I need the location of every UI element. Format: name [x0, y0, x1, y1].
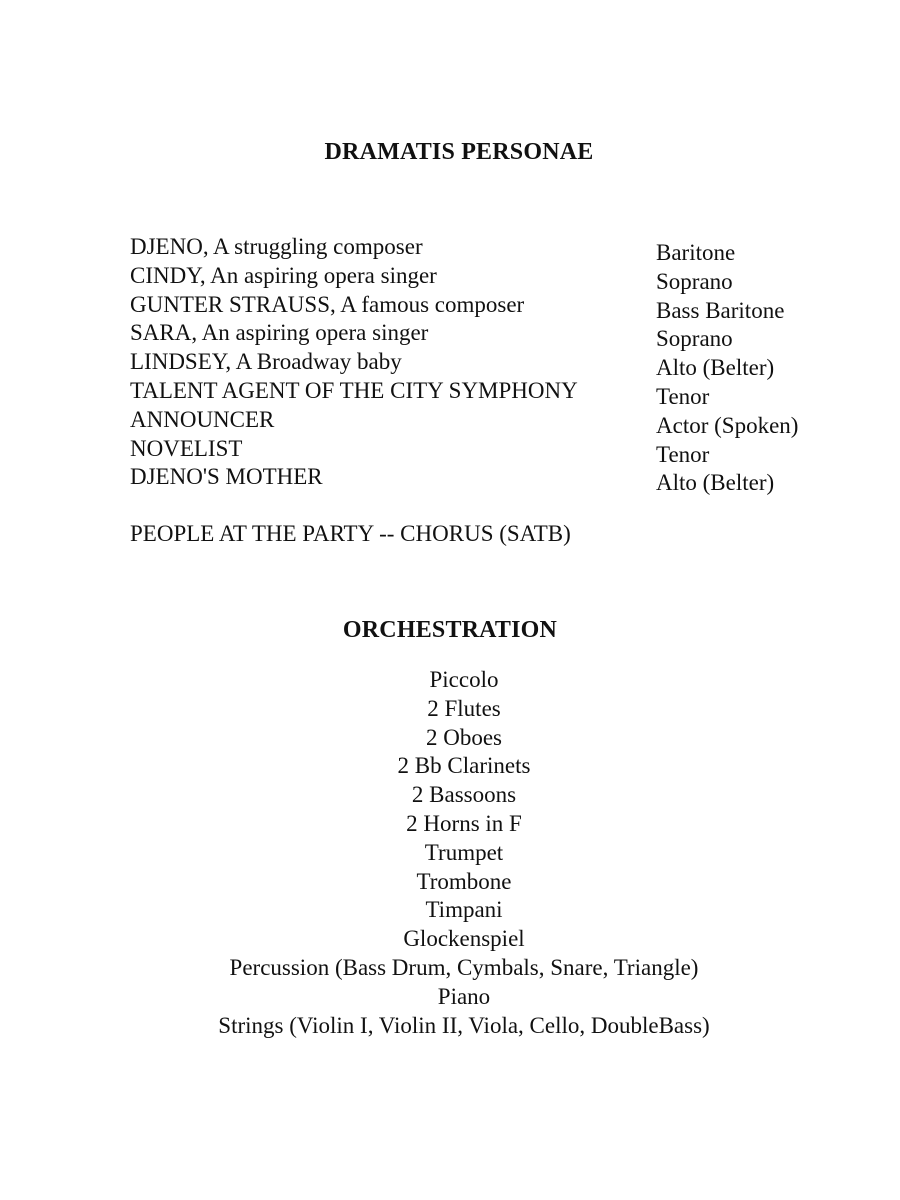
instrument-item: Trombone	[416, 868, 512, 894]
instrument-item: Percussion (Bass Drum, Cymbals, Snare, Triangle)	[229, 954, 699, 980]
instrument-item: 2 Bb Clarinets	[397, 753, 531, 779]
role-name: GUNTER STRAUSS, A famous composer	[130, 291, 525, 317]
voice-type: Tenor	[656, 441, 710, 467]
dramatis-personae-title: DRAMATIS PERSONAE	[324, 139, 594, 165]
role-name: SARA, An aspiring opera singer	[130, 320, 429, 346]
voice-type: Baritone	[656, 240, 736, 265]
role-name: DJENO, A struggling composer	[130, 234, 423, 259]
voice-type-list	[656, 239, 798, 498]
instrument-item: 2 Flutes	[427, 695, 501, 721]
instrument-item: Strings (Violin I, Violin II, Viola, Cello, DoubleBass)	[218, 1012, 710, 1038]
voice-type: Alto (Belter)	[656, 470, 775, 496]
instrument-item: Piccolo	[429, 667, 499, 692]
chorus-line: PEOPLE AT THE PARTY -- CHORUS (SATB)	[130, 521, 571, 546]
instrument-item: Glockenspiel	[403, 926, 525, 952]
orchestration-title: ORCHESTRATION	[342, 617, 558, 643]
role-name: LINDSEY, A Broadway baby	[130, 349, 402, 375]
instrument-item: Trumpet	[424, 839, 504, 865]
voice-type: Soprano	[656, 268, 733, 294]
voice-type: Actor (Spoken)	[656, 412, 799, 438]
voice-type: Tenor	[656, 383, 710, 409]
instrument-item: 2 Horns in F	[406, 810, 522, 836]
voice-type: Bass Baritone	[656, 297, 785, 323]
role-list	[130, 233, 578, 492]
instrument-list	[0, 666, 900, 1040]
voice-type: Soprano	[656, 326, 733, 352]
instrument-item: 2 Oboes	[425, 724, 503, 750]
instrument-item: Piano	[437, 983, 491, 1009]
role-name: ANNOUNCER	[130, 406, 275, 432]
role-name: NOVELIST	[130, 435, 243, 461]
instrument-item: 2 Bassoons	[411, 782, 517, 808]
role-name: DJENO'S MOTHER	[130, 464, 323, 490]
voice-type: Alto (Belter)	[656, 355, 775, 381]
role-name: TALENT AGENT OF THE CITY SYMPHONY	[130, 377, 578, 403]
role-name: CINDY, An aspiring opera singer	[130, 262, 437, 288]
instrument-item: Timpani	[425, 897, 503, 923]
